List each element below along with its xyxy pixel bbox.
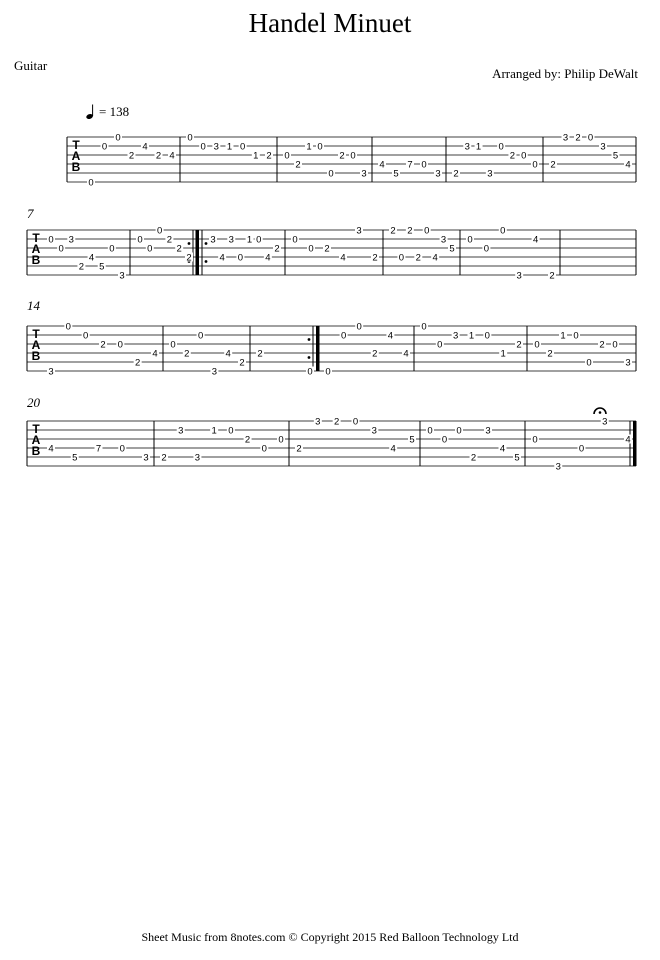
tab-clef-letter: B <box>31 349 41 363</box>
fret-number: 2 <box>295 159 301 171</box>
fret-number: 0 <box>421 159 427 171</box>
fret-number: 0 <box>483 243 490 255</box>
fret-number: 4 <box>265 252 271 264</box>
fret-number: 3 <box>371 425 377 437</box>
fret-number: 4 <box>432 252 438 264</box>
fret-number: 4 <box>219 252 225 264</box>
fret-number: 0 <box>48 234 54 246</box>
fret-number: 2 <box>372 348 378 360</box>
tab-clef-letter: B <box>71 160 81 174</box>
fret-number: 0 <box>398 252 405 264</box>
measure-number: 7 <box>27 206 34 221</box>
repeat-dot <box>308 338 311 341</box>
fret-number: 2 <box>161 452 167 464</box>
fret-number: 0 <box>307 366 313 378</box>
fret-number: 3 <box>143 452 149 464</box>
tab-clef-letter: T <box>32 422 40 436</box>
fret-number: 2 <box>266 150 272 162</box>
fret-number: 0 <box>187 132 193 144</box>
fret-number: 2 <box>599 339 605 351</box>
fret-number: 0 <box>119 443 125 455</box>
fret-number: 4 <box>387 330 394 342</box>
fret-number: 2 <box>257 348 263 360</box>
fret-number: 3 <box>516 270 522 282</box>
fret-number: 0 <box>532 159 538 171</box>
fret-number: 3 <box>315 416 321 428</box>
fret-number: 0 <box>532 434 538 446</box>
fret-number: 3 <box>194 452 201 464</box>
fret-number: 2 <box>100 339 106 351</box>
fret-number: 0 <box>352 416 359 428</box>
fret-number: 2 <box>509 150 516 162</box>
fret-number: 4 <box>532 234 539 246</box>
fret-number: 0 <box>421 321 427 333</box>
fret-number: 0 <box>228 425 234 437</box>
fret-number: 2 <box>155 150 162 162</box>
fret-number: 0 <box>115 132 121 144</box>
fret-number: 3 <box>625 357 631 369</box>
fret-number: 3 <box>440 234 447 246</box>
fret-number: 3 <box>119 270 125 282</box>
fret-number: 2 <box>244 434 251 446</box>
fret-number: 2 <box>407 225 413 237</box>
fret-number: 4 <box>625 159 631 171</box>
fret-number: 3 <box>555 461 561 473</box>
fret-number: 0 <box>261 443 267 455</box>
fret-number: 0 <box>317 141 323 153</box>
fret-number: 2 <box>135 357 141 369</box>
fret-number: 2 <box>78 261 85 273</box>
fret-number: 3 <box>487 168 493 180</box>
fret-number: 0 <box>350 150 356 162</box>
tab-clef-letter: A <box>31 242 41 256</box>
fret-number: 2 <box>128 150 135 162</box>
fret-number: 1 <box>246 234 253 246</box>
fret-number: 7 <box>95 443 102 455</box>
fret-number: 2 <box>334 416 340 428</box>
fret-number: 3 <box>361 168 367 180</box>
fret-number: 0 <box>437 339 443 351</box>
fret-number: 0 <box>137 234 143 246</box>
fret-number: 2 <box>166 234 173 246</box>
tab-clef-letter: T <box>32 327 40 341</box>
fret-number: 4 <box>403 348 409 360</box>
fret-number: 2 <box>516 339 522 351</box>
fret-number: 2 <box>575 132 581 144</box>
fret-number: 4 <box>225 348 231 360</box>
fret-number: 0 <box>308 243 314 255</box>
fret-number: 0 <box>83 330 89 342</box>
fret-number: 0 <box>117 339 123 351</box>
tab-clef-letter: A <box>31 433 41 447</box>
fret-number: 2 <box>324 243 330 255</box>
fret-number: 0 <box>200 141 206 153</box>
fret-number: 2 <box>339 150 345 162</box>
fret-number: 3 <box>213 141 219 153</box>
fret-number: 3 <box>602 416 608 428</box>
repeat-dot <box>188 242 191 245</box>
fret-number: 1 <box>468 330 475 342</box>
fret-number: 1 <box>500 348 506 360</box>
fret-number: 0 <box>284 150 290 162</box>
fret-number: 2 <box>184 348 190 360</box>
fret-number: 0 <box>197 330 204 342</box>
fret-number: 4 <box>169 150 175 162</box>
fret-number: 4 <box>88 252 95 264</box>
fret-number: 0 <box>237 252 244 264</box>
tab-clef-letter: A <box>71 149 81 163</box>
fret-number: 1 <box>211 425 217 437</box>
tempo-value: = 138 <box>99 104 130 119</box>
fret-number: 0 <box>256 234 262 246</box>
fret-number: 0 <box>441 434 448 446</box>
measure-number: 14 <box>27 298 40 313</box>
fret-number: 7 <box>407 159 413 171</box>
fret-number: 2 <box>547 348 553 360</box>
fret-number: 3 <box>48 366 54 378</box>
fret-number: 2 <box>470 452 477 464</box>
fret-number: 2 <box>186 252 192 264</box>
fret-number: 3 <box>210 234 216 246</box>
fret-number: 3 <box>68 234 74 246</box>
repeat-dot <box>205 260 208 263</box>
fret-number: 3 <box>435 168 441 180</box>
fret-number: 2 <box>415 252 421 264</box>
fret-number: 4 <box>142 141 148 153</box>
fret-number: 0 <box>156 225 163 237</box>
fret-number: 2 <box>239 357 245 369</box>
fret-number: 0 <box>340 330 347 342</box>
fret-number: 3 <box>178 425 184 437</box>
page-title: Handel Minuet <box>248 8 412 38</box>
fret-number: 3 <box>453 330 459 342</box>
fret-number: 5 <box>514 452 520 464</box>
fret-number: 2 <box>176 243 182 255</box>
fret-number: 2 <box>549 270 555 282</box>
fret-number: 0 <box>170 339 176 351</box>
fret-number: 4 <box>625 434 631 446</box>
fret-number: 1 <box>306 141 312 153</box>
fret-number: 5 <box>409 434 415 446</box>
fret-number: 0 <box>587 132 594 144</box>
fret-number: 2 <box>296 443 302 455</box>
fermata-dot <box>599 411 602 414</box>
fret-number: 0 <box>325 366 331 378</box>
fret-number: 0 <box>292 234 298 246</box>
fret-number: 0 <box>586 357 592 369</box>
tab-clef-letter: B <box>31 253 41 267</box>
fret-number: 4 <box>152 348 158 360</box>
fret-number: 0 <box>612 339 618 351</box>
fret-number: 1 <box>253 150 259 162</box>
fret-number: 0 <box>521 150 527 162</box>
fret-number: 2 <box>372 252 378 264</box>
fret-number: 0 <box>109 243 115 255</box>
fret-number: 1 <box>226 141 233 153</box>
fret-number: 5 <box>99 261 105 273</box>
fret-number: 0 <box>573 330 579 342</box>
fret-number: 0 <box>484 330 490 342</box>
fret-number: 4 <box>499 443 506 455</box>
fret-number: 5 <box>393 168 399 180</box>
fret-number: 3 <box>464 141 470 153</box>
repeat-dot <box>205 242 208 245</box>
tab-clef-letter: B <box>31 444 41 458</box>
fret-number: 3 <box>485 425 491 437</box>
fret-number: 3 <box>228 234 234 246</box>
copyright-footer: Sheet Music from 8notes.com © Copyright 2015 Red Balloon Technology Ltd <box>141 930 519 944</box>
fret-number: 0 <box>456 425 462 437</box>
fret-number: 5 <box>72 452 78 464</box>
fret-number: 2 <box>274 243 280 255</box>
tab-clef-letter: T <box>72 138 80 152</box>
tab-clef-letter: T <box>32 231 40 245</box>
fret-number: 3 <box>356 225 362 237</box>
fret-number: 0 <box>328 168 334 180</box>
fret-number: 0 <box>240 141 246 153</box>
fret-number: 1 <box>560 330 566 342</box>
instrument-label: Guitar <box>14 58 48 73</box>
fret-number: 0 <box>534 339 540 351</box>
fret-number: 0 <box>427 425 433 437</box>
fret-number: 2 <box>550 159 556 171</box>
repeat-barline <box>196 230 200 275</box>
fret-number: 0 <box>58 243 64 255</box>
fret-number: 3 <box>600 141 606 153</box>
arranger-credit: Arranged by: Philip DeWalt <box>492 66 638 81</box>
fret-number: 4 <box>340 252 346 264</box>
repeat-dot <box>308 356 311 359</box>
fret-number: 0 <box>578 443 585 455</box>
fret-number: 0 <box>278 434 284 446</box>
fret-number: 0 <box>498 141 504 153</box>
fret-number: 0 <box>88 177 94 189</box>
fret-number: 0 <box>147 243 153 255</box>
repeat-barline <box>316 326 320 371</box>
fret-number: 0 <box>467 234 473 246</box>
fret-number: 0 <box>500 225 506 237</box>
fret-number: 3 <box>562 132 569 144</box>
final-barline <box>633 421 637 466</box>
fret-number: 1 <box>475 141 482 153</box>
fret-number: 5 <box>612 150 619 162</box>
fret-number: 2 <box>390 225 396 237</box>
fret-number: 0 <box>65 321 71 333</box>
fret-number: 2 <box>453 168 459 180</box>
fret-number: 5 <box>449 243 455 255</box>
fret-number: 4 <box>379 159 385 171</box>
measure-number: 20 <box>27 395 40 410</box>
fret-number: 0 <box>356 321 362 333</box>
fret-number: 0 <box>424 225 430 237</box>
fret-number: 4 <box>48 443 54 455</box>
fret-number: 3 <box>211 366 218 378</box>
fret-number: 0 <box>101 141 108 153</box>
fret-number: 4 <box>390 443 396 455</box>
tab-clef-letter: A <box>31 338 41 352</box>
